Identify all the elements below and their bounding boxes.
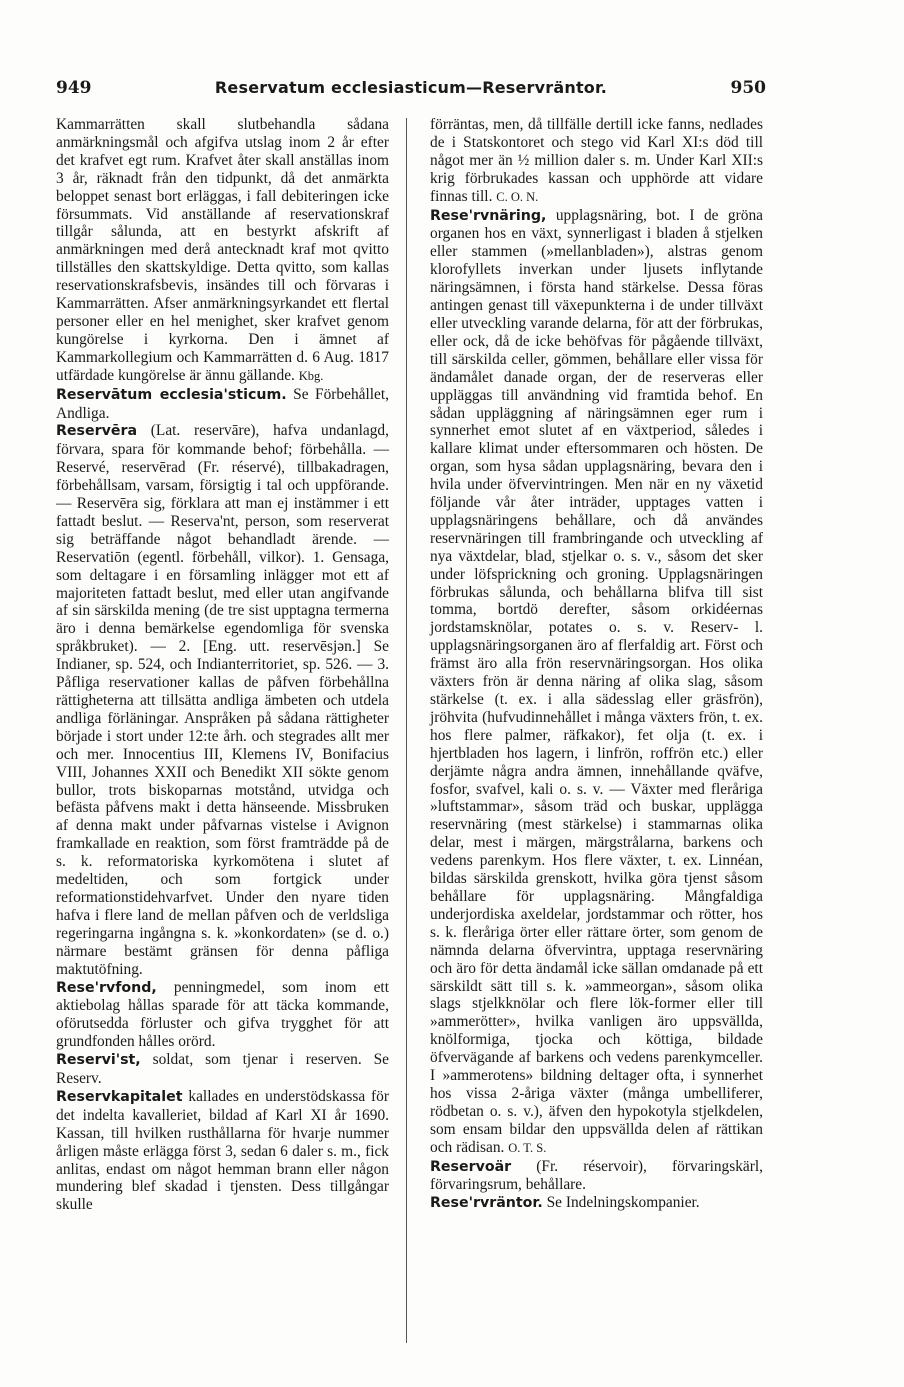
- page-number-left: 949: [56, 78, 92, 98]
- entry-text: (Fr. réservoir), förvaringskärl, förvaringsrum, behållare.: [430, 1157, 763, 1194]
- entry-headword: Reservi'st,: [56, 1052, 141, 1069]
- entry: [56, 386, 389, 423]
- entry-headword: Reservēra: [56, 423, 138, 440]
- paragraph: [430, 116, 763, 207]
- paragraph: [56, 116, 389, 386]
- running-head: Reservatum ecclesiasticum—Reservräntor.: [214, 78, 608, 97]
- entry-headword: Reservātum ecclesia'sticum.: [56, 386, 287, 403]
- column-divider: [406, 118, 407, 1343]
- entry-text: Se Indelningskompanier.: [546, 1194, 700, 1212]
- right-column: [430, 116, 763, 1213]
- entry-text: Se Förbehållet, Andliga.: [56, 385, 389, 422]
- page-number-right: 950: [730, 78, 766, 98]
- entry: [56, 422, 389, 978]
- entry-headword: Reservoär: [430, 1158, 512, 1175]
- entry-text: (Lat. reservāre), hafva undanlagd, förvara, spara för kommande behof; förbehålla. — Reservé, reservērad (Fr. réservé), tillbakadragen, förbehållsam, varsam, försigtig i tal och uppförande. — Reservēra sig, förklara att man ej instämmer i ett fattadt beslut. — Reserva'nt, person, som reserverat sig beträffande något behandladt ärende. — Reservatiōn (egentl. förbehåll, vilkor). 1. Gensaga, som deltagare i en församling inlägger mot ett af majoriteten fattadt beslut, med eller utan angifvande af sin särskilda mening (de tre sist upptagna termerna äro i denna bemärkelse egendomliga för svenska språkbruket). — 2. [Eng. utt. reservēsjən.] Se Indianer, sp. 524, och Indianterritoriet, sp. 526. — 3. Påfliga reservationer kallas de påfven förbehållna rättigheterna att tillsätta andliga ämbeten och utdela andliga förläningar. Anspråken på sådana rättigheter började i stort under 12:te årh. och stegrades allt mer och mer. Innocentius III, Klemens IV, Bonifacius VIII, Johannes XXII och Benedikt XII sökte genom bullor, trots biskoparnas motstånd, utvidga och befästa påfvens makt i detta hänseende. Missbruken af denna makt under påfvarnas vistelse i Avignon framkallade en reaktion, som först framträdde på de s. k. reformatoriska kyrkomötena i slutet af medeltiden, och som fortgick under reformationstidehvarfvet. Under den nyare tiden hafva i flere land de mellan påfven och de verldsliga regeringarna ingångna s. k. »konkordaten» (se d. o.) närmare bestämt gränsen för denna påfliga maktutöfning.: [56, 422, 389, 978]
- entry-headword: Reservkapitalet: [56, 1088, 183, 1105]
- entry-text: upplagsnäring, bot. I de gröna organen hos en växt, synnerligast i bladen å stjelken eller stammen (»mellanbladen»), alstras genom klorofyllets inverkan under ljusets inflytande näringsämnen, i första hand stärkelse. Dessa föras antingen genast till växepunkterna i de under tillväxt eller utveckling varande delarna, för att der förbrukas, eller ock, då de icke behöfvas för pågående tillväxt, till särskilda celler, gömmen, behållare eller vissa för ändamålet danade organ, der de reserveras eller uppläggas till användning vid framtida behof. En sådan uppläggning af näringsämnen eger rum i synnerhet emot slutet af en växtperiod, således i kallare klimat under eftersommaren och hösten. De organ, som hysa sådan upplagsnäring, bevara den i hvila under öfvervintringen. Men när en ny växetid följande vår åter inträder, upptages vatten i upplagsnäringens behållare, och då användes reservnäringen till frambringande och utveckling af nya växtdelar, blad, stjelkar o. s. v., såsom det sker under löfsprickning och groning. Upplagsnäringen förbrukas sålunda, och behållarna blifva till sist tomma, bortdö derefter, såsom orkidéernas jordstamsknölar, potates o. s. v. Reserv- l. upplagsnäringsorganen äro af flerfaldig art. Först och främst äro alla frön reservnäringsorgan. Hos olika växters frön är denna näring af olika slag, såsom stärkelse (t. ex. i alla sädesslag eller gräsfrön), jröhvita (hufvudinnehållet i många växters frön, t. ex. hos flere palmer, räfkakor), fet olja (t. ex. i hjertbladen hos lagern, i linfrön, roffrön etc.) eller derjämte några andra ämnen, innehållande qväfve, fosfor, svafvel, kali o. s. v. — Växter med fleråriga »luftstammar», såsom träd och buskar, upplägga reservnäring (mest stärkelse) i stammarnas olika delar, mest i märgen, märgstrålarna, barkens och vedens parenkym. Hos flere växter, t. ex. Linnéan, bildas särskilda grenskott, hvilka göra tjenst såsom behållare för upplagsnäring. Mångfaldiga underjordiska axeldelar, jordstammar och rötter, hos s. k. fleråriga örter eller rättare örter, som genom de nämnda delarna öfvervintra, upptaga reservnäring och äro för detta ändamål icke sällan omdanade på ett särskildt sätt till s. k. »ammeorgan», såsom olika slags stjelkknölar och flere lök-former eller till »ammerötter», hvilka vanligen äro uppsvällda, knölformiga, tjocka och köttiga, bildade öfvervägande af barkens och vedens parenkymceller. I »ammerotens» bildning deltager ofta, i synnerhet hos vissa 2-åriga växter (många umbelliferer, rödbetan o. s. v.), äfven den hypokotyla stjelkdelen, som ensam bildar den uppsvällda delen af rättikan och rädisan.: [430, 206, 763, 1156]
- entry-text: kallades en understödskassa för det indelta kavalleriet, bildad af Karl XI år 1690. Kassan, till hvilken rusthållarna för hvarje nummer årligen måste erlägga först 3, sedan 6 daler s. m., fick anlitas, endast om något hemman brann eller någon mundering blef skadad i tjensten. Dess tillgångar skulle: [56, 1087, 389, 1214]
- left-column: [56, 116, 389, 1214]
- entry: [56, 979, 389, 1052]
- entry: [430, 1158, 763, 1195]
- page-header: [56, 78, 766, 100]
- entry-headword: Rese'rvfond,: [56, 979, 157, 996]
- entry: [56, 1088, 389, 1214]
- entry-headword: Rese'rvräntor.: [430, 1195, 543, 1212]
- entry: [56, 1051, 389, 1088]
- paragraph-text: Kammarrätten skall slutbehandla sådana anmärkningsmål och afgifva utslag inom 2 år efter det krafvet egt rum. Krafvet åter skall anställas inom 3 år, räknadt från den tidpunkt, då det anmärkta beloppet senast bort erläggas, i fall debiteringen icke försummats. Vid anställande af reservationskraf tillgår sålunda, att en bestyrkt afskrift af anmärkningen med derå antecknadt kraf mot qvitto tillställes den skattskyldige. Detta qvitto, som kallas reservationskrafsbevis, insändes till och förvaras i Kammarrätten. Afser anmärkningsyrkandet ett flertal personer eller en hel menighet, sker krafvet genom kungörelse i kyrkorna. Den i ämnet af Kammarkollegium och Kammarrätten d. 6 Aug. 1817 utfärdade kungörelse är ännu gällande.: [56, 116, 389, 384]
- paragraph-text: förräntas, men, då tillfälle dertill icke fanns, nedlades de i Statskontoret och stego vid Karl XI:s död till något mer än ½ million daler s. m. Under Karl XII:s krig förbrukades kassan och upphörde att vidare finnas till.: [430, 116, 763, 205]
- entry-headword: Rese'rvnäring,: [430, 207, 547, 224]
- author-signature: O. T. S.: [508, 1140, 547, 1155]
- author-signature: Kbg.: [298, 368, 324, 383]
- author-signature: C. O. N.: [496, 189, 539, 204]
- entry: [430, 207, 763, 1158]
- entry-text: soldat, som tjenar i reserven. Se Reserv.: [56, 1051, 389, 1088]
- entry-text: penningmedel, som inom ett aktiebolag hållas sparade för att täcka kommande, oförutsedda förluster och gifva trygghet för att grundfonden hålles orörd.: [56, 978, 389, 1051]
- entry: [430, 1194, 763, 1213]
